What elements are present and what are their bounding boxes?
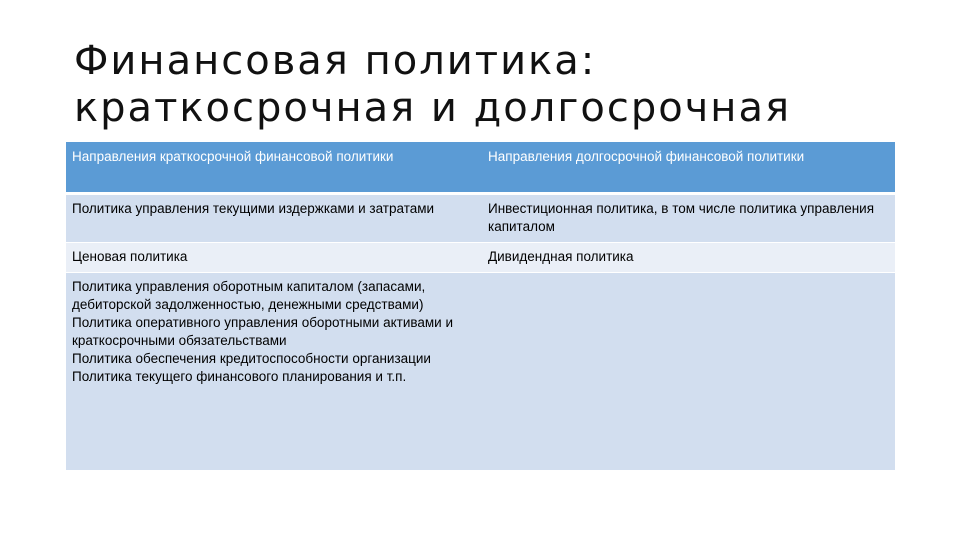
table-row — [66, 194, 895, 243]
cell-line: Политика оперативного управления оборотными активами и краткосрочными обязательствами — [72, 315, 454, 348]
cell-line: Политика управления оборотным капиталом (запасами, дебиторской задолженностью, денежными средствами) — [72, 279, 426, 312]
cell-short-term — [66, 194, 482, 243]
header-long-term: Направления долгосрочной финансовой политики — [482, 142, 895, 194]
table-header-row — [66, 142, 895, 194]
policy-table — [66, 142, 895, 471]
cell-long-term — [482, 194, 895, 243]
cell-line: Инвестиционная политика, в том числе политика управления капиталом — [488, 201, 875, 234]
cell-short-term — [66, 273, 482, 471]
header-short-term: Направления краткосрочной финансовой политики — [66, 142, 482, 194]
cell-long-term — [482, 243, 895, 273]
slide-title — [74, 38, 914, 132]
cell-line: Дивидендная политика — [488, 249, 634, 264]
cell-line: Ценовая политика — [72, 249, 188, 264]
cell-line: Политика текущего финансового планирования и т.п. — [72, 369, 407, 384]
table-row — [66, 243, 895, 273]
cell-line: Политика обеспечения кредитоспособности организации — [72, 351, 431, 366]
slide-title-line-1: Финансовая политика: — [74, 38, 597, 84]
table-row — [66, 273, 895, 471]
cell-long-term-empty — [482, 273, 895, 471]
cell-line: Политика управления текущими издержками и затратами — [72, 201, 435, 216]
slide-title-line-2: краткосрочная и долгосрочная — [74, 85, 792, 131]
cell-short-term — [66, 243, 482, 273]
